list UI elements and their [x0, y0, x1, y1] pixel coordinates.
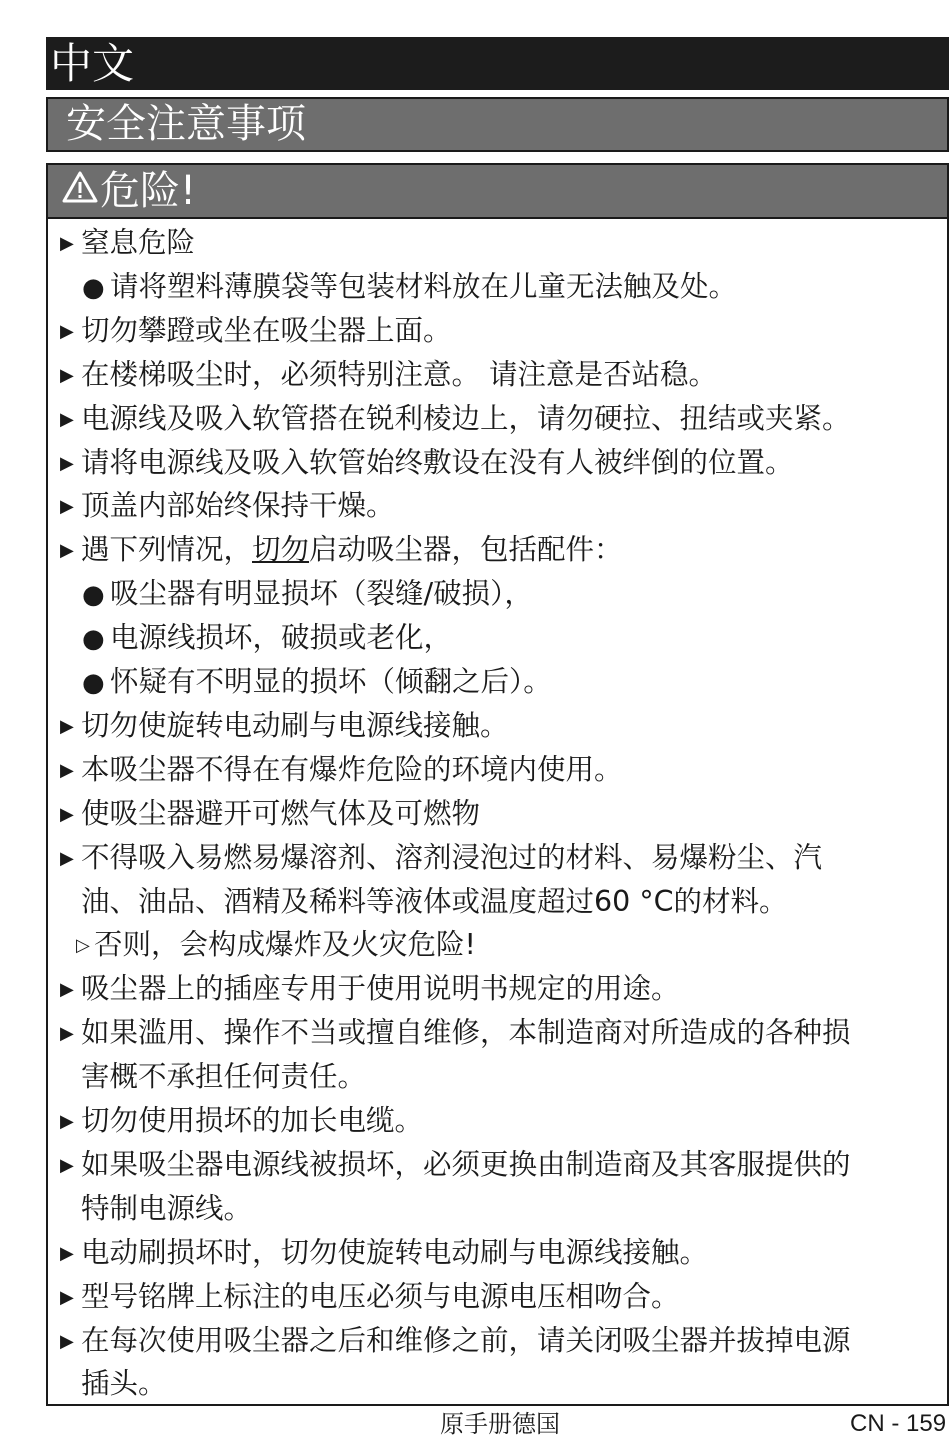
- item-text: 吸尘器上的插座专用于使用说明书规定的用途。: [81, 972, 680, 1006]
- dot-bullet-icon: ●: [82, 668, 105, 698]
- triangle-bullet-icon: ▶: [60, 1023, 74, 1045]
- item-text: 窒息危险: [81, 226, 196, 259]
- item-text: 特制电源线。: [81, 1191, 253, 1225]
- item-text: 本吸尘器不得在有爆炸危险的环境内使用。: [81, 752, 623, 786]
- item-text: 切勿使用损坏的加长电缆。: [81, 1104, 424, 1137]
- warning-triangle-icon: [62, 165, 100, 217]
- triangle-bullet-icon: ▶: [60, 364, 74, 386]
- item-text: 切勿使旋转电动刷与电源线接触。: [81, 708, 509, 742]
- item-text: 如果滥用、操作不当或擅自维修，本制造商对所造成的各种损: [81, 1016, 851, 1050]
- item-text: 吸尘器有明显损坏（裂缝/破损），: [110, 577, 533, 611]
- item-text: 在每次使用吸尘器之后和维修之前，请关闭吸尘器并拔掉电源: [81, 1323, 851, 1357]
- item-text: 怀疑有不明显的损坏（倾翻之后）。: [110, 665, 552, 698]
- triangle-bullet-icon: ▶: [60, 1111, 74, 1132]
- item-text: 如果吸尘器电源线被损坏，必须更换由制造商及其客服提供的: [81, 1147, 851, 1181]
- triangle-bullet-icon: ▶: [60, 759, 74, 781]
- item-text: 在楼梯吸尘时，必须特别注意。 请注意是否站稳。: [81, 357, 718, 391]
- footer-manual-note: 原手册德国: [440, 1410, 560, 1438]
- item-text: 电源线损坏，破损或老化，: [110, 621, 453, 655]
- language-header: 中文: [46, 37, 949, 90]
- hollow-triangle-icon: ▷: [76, 935, 90, 957]
- item-text: 请将电源线及吸入软管始终敷设在没有人被绊倒的位置。: [81, 445, 794, 479]
- triangle-bullet-icon: ▶: [60, 847, 74, 869]
- triangle-bullet-icon: ▶: [60, 320, 74, 342]
- section-title: 安全注意事项: [46, 97, 949, 152]
- item-text: 请将塑料薄膜袋等包装材料放在儿童无法触及处。: [110, 269, 738, 303]
- item-text: 电源线及吸入软管搭在锐利棱边上，请勿硬拉、扭结或夹紧。: [81, 401, 851, 435]
- item-text: [81, 532, 623, 568]
- item-text: 不得吸入易燃易爆溶剂、溶剂浸泡过的材料、易爆粉尘、汽: [81, 840, 823, 874]
- triangle-bullet-icon: ▶: [60, 1154, 74, 1176]
- dot-bullet-icon: ●: [82, 624, 105, 655]
- danger-header: [48, 165, 947, 219]
- danger-title: 危险!: [100, 168, 197, 214]
- triangle-bullet-icon: ▶: [60, 496, 74, 518]
- triangle-bullet-icon: ▶: [60, 979, 74, 1001]
- triangle-bullet-icon: ▶: [60, 1330, 74, 1352]
- item-text-emphasis: 切勿: [252, 533, 310, 567]
- page-number: CN - 159: [850, 1410, 947, 1437]
- item-text-pre: 遇下列情况，: [81, 533, 253, 567]
- item-text: 插头。: [81, 1367, 167, 1401]
- item-text: 切勿攀蹬或坐在吸尘器上面。: [81, 313, 452, 347]
- item-text: 使吸尘器避开可燃气体及可燃物: [81, 796, 481, 830]
- triangle-bullet-icon: ▶: [60, 540, 74, 562]
- triangle-bullet-icon: ▶: [60, 452, 74, 474]
- item-text: 否则，会构成爆炸及火灾危险!: [94, 928, 476, 962]
- triangle-bullet-icon: ▶: [60, 1242, 74, 1264]
- item-text: 电动刷损坏时，切勿使旋转电动刷与电源线接触。: [81, 1235, 709, 1269]
- dot-bullet-icon: ●: [82, 272, 105, 303]
- item-text: 害概不承担任何责任。: [81, 1060, 367, 1094]
- triangle-bullet-icon: ▶: [60, 803, 74, 825]
- item-text: 油、油品、酒精及稀料等液体或温度超过60 °C的材料。: [81, 884, 788, 918]
- triangle-bullet-icon: ▶: [60, 408, 74, 430]
- triangle-bullet-icon: ▶: [60, 715, 74, 737]
- dot-bullet-icon: ●: [82, 580, 105, 611]
- danger-box: [46, 163, 949, 1406]
- item-text: 顶盖内部始终保持干燥。: [81, 489, 395, 523]
- item-text: 型号铭牌上标注的电压必须与电源电压相吻合。: [81, 1279, 680, 1313]
- triangle-bullet-icon: ▶: [60, 1286, 74, 1308]
- triangle-bullet-icon: ▶: [60, 233, 74, 254]
- item-text-post: 启动吸尘器，包括配件：: [309, 533, 623, 567]
